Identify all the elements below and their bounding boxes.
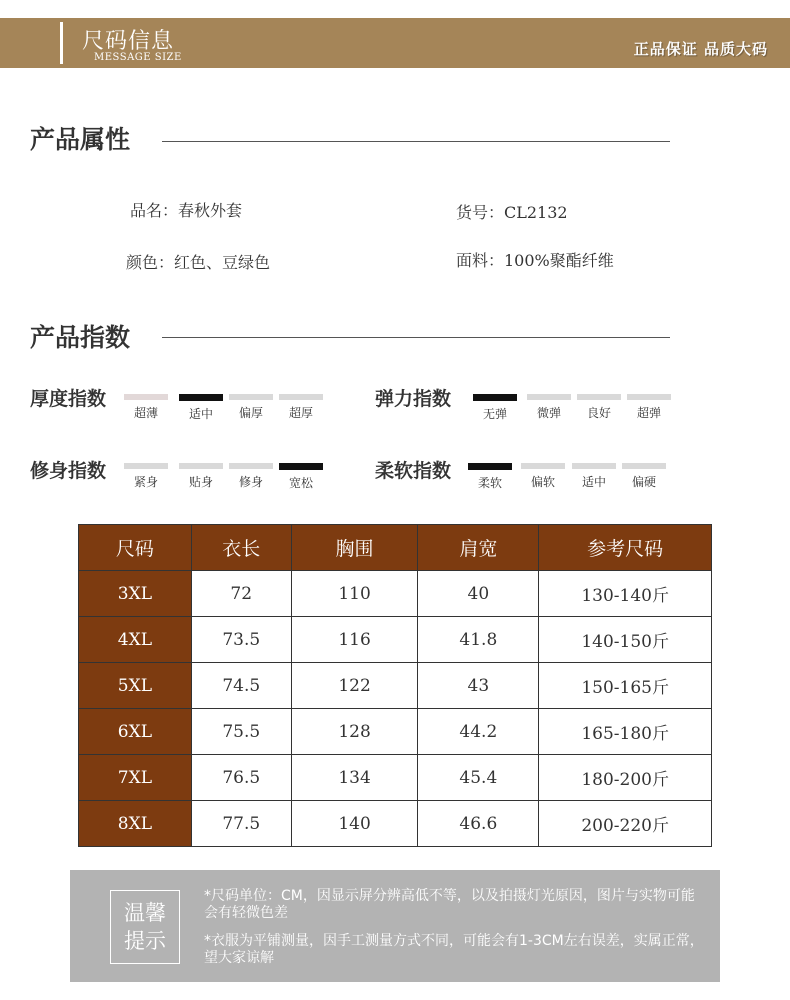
- banner-divider: [60, 22, 63, 64]
- thickness-index-label: 厚度指数: [30, 388, 107, 410]
- length-cell: 75.5: [191, 709, 291, 755]
- header-length: 衣长: [191, 525, 291, 571]
- header-size: 尺码: [79, 525, 192, 571]
- size-cell: 8XL: [79, 801, 192, 847]
- attributes-heading: 产品属性: [30, 125, 131, 154]
- elasticity-option: 超弹: [627, 394, 671, 421]
- notice-box: [70, 870, 720, 982]
- header-banner: [0, 18, 790, 68]
- banner-subtitle: MESSAGE SIZE: [94, 52, 182, 63]
- chest-cell: 116: [291, 617, 418, 663]
- softness-option: 适中: [572, 463, 616, 490]
- chest-cell: 134: [291, 755, 418, 801]
- size-cell: 4XL: [79, 617, 192, 663]
- fit-option-selected: 宽松: [279, 463, 323, 491]
- reference-cell: 140-150斤: [539, 617, 712, 663]
- notice-badge-line2: 提示: [124, 929, 166, 953]
- table-row: [79, 801, 712, 847]
- size-cell: 3XL: [79, 571, 192, 617]
- chest-cell: 110: [291, 571, 418, 617]
- attributes-divider: [162, 141, 670, 142]
- reference-cell: 150-165斤: [539, 663, 712, 709]
- product-item-no: 货号：CL2132: [456, 203, 568, 222]
- fit-index-label: 修身指数: [30, 460, 107, 482]
- reference-cell: 165-180斤: [539, 709, 712, 755]
- notice-note-2: *衣服为平铺测量，因手工测量方式不同，可能会有1-3CM左右误差，实属正常，望大家谅解: [204, 933, 704, 966]
- banner-title: 尺码信息: [82, 29, 175, 54]
- elasticity-index-label: 弹力指数: [375, 388, 452, 410]
- thickness-option: 超薄: [124, 394, 168, 421]
- shoulder-cell: 45.4: [418, 755, 539, 801]
- header-chest: 胸围: [291, 525, 418, 571]
- shoulder-cell: 40: [418, 571, 539, 617]
- notice-badge: [110, 890, 180, 964]
- table-row: [79, 617, 712, 663]
- banner-slogan: 正品保证 品质大码: [633, 40, 768, 58]
- notice-note-1: *尺码单位：CM，因显示屏分辨高低不等，以及拍摄灯光原因，图片与实物可能会有轻微色差: [204, 888, 695, 921]
- size-cell: 5XL: [79, 663, 192, 709]
- header-shoulder: 肩宽: [418, 525, 539, 571]
- fit-option: 紧身: [124, 463, 168, 490]
- notice-badge-line1: 温馨: [124, 901, 166, 925]
- reference-cell: 200-220斤: [539, 801, 712, 847]
- header-reference-size: 参考尺码: [539, 525, 712, 571]
- length-cell: 76.5: [191, 755, 291, 801]
- index-heading: 产品指数: [30, 323, 131, 352]
- thickness-option: 偏厚: [229, 394, 273, 421]
- softness-index-label: 柔软指数: [375, 460, 452, 482]
- shoulder-cell: 46.6: [418, 801, 539, 847]
- size-cell: 6XL: [79, 709, 192, 755]
- table-row: [79, 755, 712, 801]
- reference-cell: 130-140斤: [539, 571, 712, 617]
- length-cell: 77.5: [191, 801, 291, 847]
- shoulder-cell: 43: [418, 663, 539, 709]
- chest-cell: 122: [291, 663, 418, 709]
- product-color: 颜色：红色、豆绿色: [126, 253, 271, 272]
- size-table: [78, 524, 712, 847]
- length-cell: 72: [191, 571, 291, 617]
- length-cell: 73.5: [191, 617, 291, 663]
- shoulder-cell: 41.8: [418, 617, 539, 663]
- size-cell: 7XL: [79, 755, 192, 801]
- elasticity-option-selected: 无弹: [473, 394, 517, 422]
- softness-option: 偏硬: [622, 463, 666, 490]
- table-row: [79, 709, 712, 755]
- thickness-option: 超厚: [279, 394, 323, 421]
- fit-option: 贴身: [179, 463, 223, 490]
- elasticity-option: 微弹: [527, 394, 571, 421]
- chest-cell: 128: [291, 709, 418, 755]
- reference-cell: 180-200斤: [539, 755, 712, 801]
- table-row: [79, 571, 712, 617]
- thickness-option-selected: 适中: [179, 394, 223, 422]
- softness-option: 偏软: [521, 463, 565, 490]
- product-fabric: 面料：100%聚酯纤维: [456, 251, 614, 270]
- softness-option-selected: 柔软: [468, 463, 512, 491]
- shoulder-cell: 44.2: [418, 709, 539, 755]
- fit-option: 修身: [229, 463, 273, 490]
- chest-cell: 140: [291, 801, 418, 847]
- elasticity-option: 良好: [577, 394, 621, 421]
- table-header-row: [79, 525, 712, 571]
- product-name: 品名：春秋外套: [130, 201, 243, 220]
- index-divider: [162, 337, 670, 338]
- length-cell: 74.5: [191, 663, 291, 709]
- table-row: [79, 663, 712, 709]
